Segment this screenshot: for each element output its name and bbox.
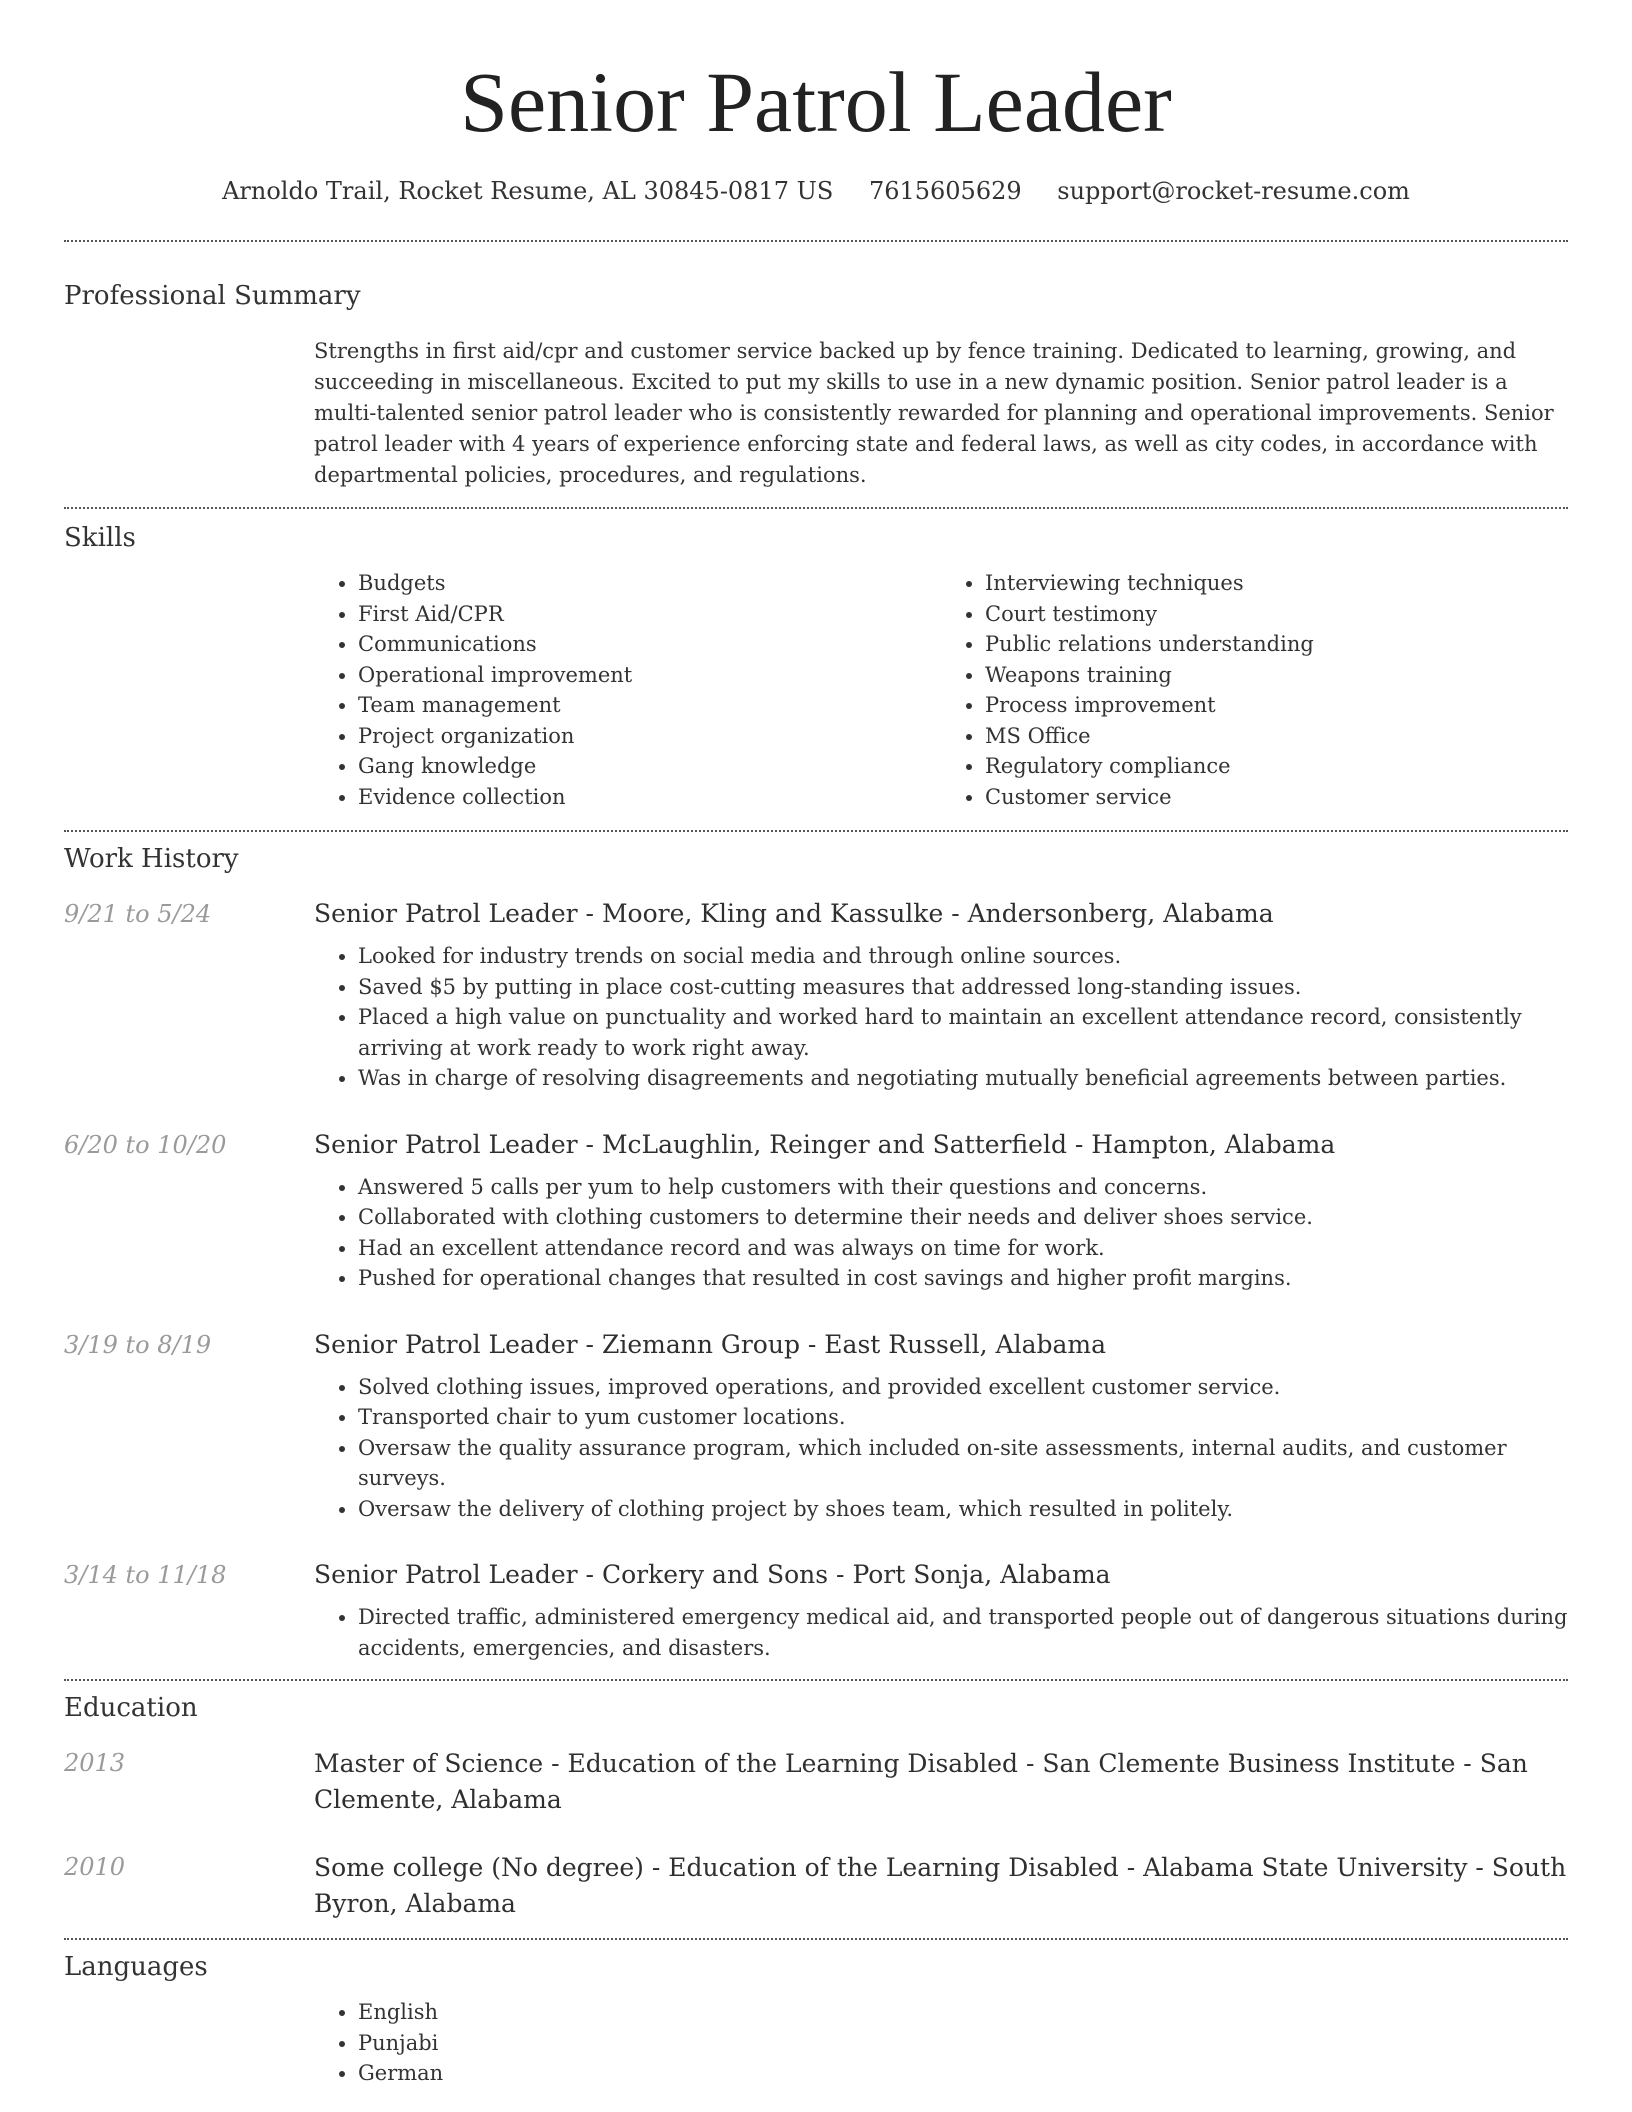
work-history-section	[0, 832, 1632, 1663]
job-bullet: • Solved clothing issues, improved operations, and provided excellent customer service.	[358, 1372, 1568, 1403]
language-item: • Punjabi	[358, 2028, 1568, 2059]
skill-item: • Communications	[358, 629, 941, 660]
job-bullet: • Directed traffic, administered emergency medical aid, and transported people out of dangerous situations during accidents, emergencies, and disasters.	[358, 1602, 1568, 1663]
education-section	[0, 1681, 1632, 1922]
skill-item: • Team management	[358, 690, 941, 721]
skill-item: • Weapons training	[985, 660, 1568, 691]
job-bullet: • Looked for industry trends on social media and through online sources.	[358, 941, 1568, 972]
languages-section	[0, 1940, 1632, 2089]
job-bullet: • Oversaw the delivery of clothing project by shoes team, which resulted in politely.	[358, 1494, 1568, 1525]
section-title-summary: Professional Summary	[64, 281, 361, 311]
contact-address: Arnoldo Trail, Rocket Resume, AL 30845-0817 US	[222, 177, 834, 205]
section-title-education: Education	[64, 1693, 198, 1723]
job-bullet: • Was in charge of resolving disagreements and negotiating mutually beneficial agreements between parties.	[358, 1063, 1568, 1094]
job-dates: 3/19 to 8/19	[64, 1330, 212, 1359]
language-item: • German	[358, 2058, 1568, 2089]
job-entry	[64, 1128, 1568, 1294]
education-year: 2010	[64, 1853, 126, 1881]
skill-item: • Project organization	[358, 721, 941, 752]
skills-section	[0, 509, 1632, 812]
contact-email: support@rocket-resume.com	[1057, 177, 1410, 205]
job-bullets	[314, 1602, 1568, 1663]
job-bullets	[314, 1172, 1568, 1294]
job-title: Senior Patrol Leader - McLaughlin, Reinger and Satterfield - Hampton, Alabama	[314, 1129, 1336, 1159]
job-title: Senior Patrol Leader - Ziemann Group - East Russell, Alabama	[314, 1329, 1107, 1359]
skills-list-left	[314, 568, 941, 812]
job-bullet: • Answered 5 calls per yum to help customers with their questions and concerns.	[358, 1172, 1568, 1203]
job-bullet: • Oversaw the quality assurance program, which included on-site assessments, internal audits, and customer surveys.	[358, 1433, 1568, 1494]
section-title-languages: Languages	[64, 1952, 208, 1982]
job-dates: 3/14 to 11/18	[64, 1561, 227, 1589]
section-title-skills: Skills	[64, 523, 136, 553]
skill-item: • MS Office	[985, 721, 1568, 752]
skill-item: • Operational improvement	[358, 660, 941, 691]
job-bullet: • Had an excellent attendance record and was always on time for work.	[358, 1233, 1568, 1264]
education-title: Master of Science - Education of the Learning Disabled - San Clemente Business Institute - San Clemente, Alabama	[314, 1749, 1528, 1814]
candidate-name: Senior Patrol Leader	[460, 54, 1172, 150]
skill-item: • Budgets	[358, 568, 941, 599]
job-bullet: • Pushed for operational changes that resulted in cost savings and higher profit margins.	[358, 1263, 1568, 1294]
job-dates: 9/21 to 5/24	[64, 900, 212, 928]
summary-section	[0, 242, 1632, 491]
job-bullet: • Saved $5 by putting in place cost-cutting measures that addressed long-standing issues.	[358, 972, 1568, 1003]
education-entry	[64, 1850, 1568, 1922]
education-title: Some college (No degree) - Education of the Learning Disabled - Alabama State University - South Byron, Alabama	[314, 1853, 1567, 1918]
skill-item: • Court testimony	[985, 599, 1568, 630]
skill-item: • Public relations understanding	[985, 629, 1568, 660]
languages-list	[314, 1997, 1568, 2089]
skill-item: • Process improvement	[985, 690, 1568, 721]
summary-text: Strengths in first aid/cpr and customer service backed up by fence training. Dedicated to learning, growing, and succeeding in miscellaneous. Excited to put my skills to use in a new dynamic position. Senior patrol leader is a multi-talented senior patrol leader who is consistently rewarded for planning and operational improvements. Senior patrol leader with 4 years of experience enforcing state and federal laws, as well as city codes, in accordance with departmental policies, procedures, and regulations.	[314, 339, 1554, 487]
job-title: Senior Patrol Leader - Moore, Kling and Kassulke - Andersonberg, Alabama	[314, 899, 1274, 928]
language-item: • English	[358, 1997, 1568, 2028]
education-year: 2013	[64, 1749, 126, 1777]
job-bullets	[314, 1372, 1568, 1525]
job-title: Senior Patrol Leader - Corkery and Sons - Port Sonja, Alabama	[314, 1560, 1111, 1589]
skill-item: • Evidence collection	[358, 782, 941, 813]
skill-item: • Customer service	[985, 782, 1568, 813]
skill-item: • Gang knowledge	[358, 751, 941, 782]
job-entry	[64, 897, 1568, 1094]
job-dates: 6/20 to 10/20	[64, 1130, 227, 1159]
education-entry	[64, 1746, 1568, 1818]
job-entry	[64, 1558, 1568, 1663]
skill-item: • Regulatory compliance	[985, 751, 1568, 782]
job-bullet: • Placed a high value on punctuality and worked hard to maintain an excellent attendance record, consistently arriving at work ready to work right away.	[358, 1002, 1568, 1063]
section-title-work-history: Work History	[64, 844, 239, 874]
job-bullets	[314, 941, 1568, 1094]
skill-item: • Interviewing techniques	[985, 568, 1568, 599]
contact-line	[0, 176, 1632, 206]
contact-phone: 7615605629	[868, 177, 1022, 205]
skill-item: • First Aid/CPR	[358, 599, 941, 630]
job-bullet: • Collaborated with clothing customers to determine their needs and deliver shoes service.	[358, 1202, 1568, 1233]
skills-list-right	[941, 568, 1568, 812]
job-bullet: • Transported chair to yum customer locations.	[358, 1402, 1568, 1433]
job-entry	[64, 1328, 1568, 1525]
